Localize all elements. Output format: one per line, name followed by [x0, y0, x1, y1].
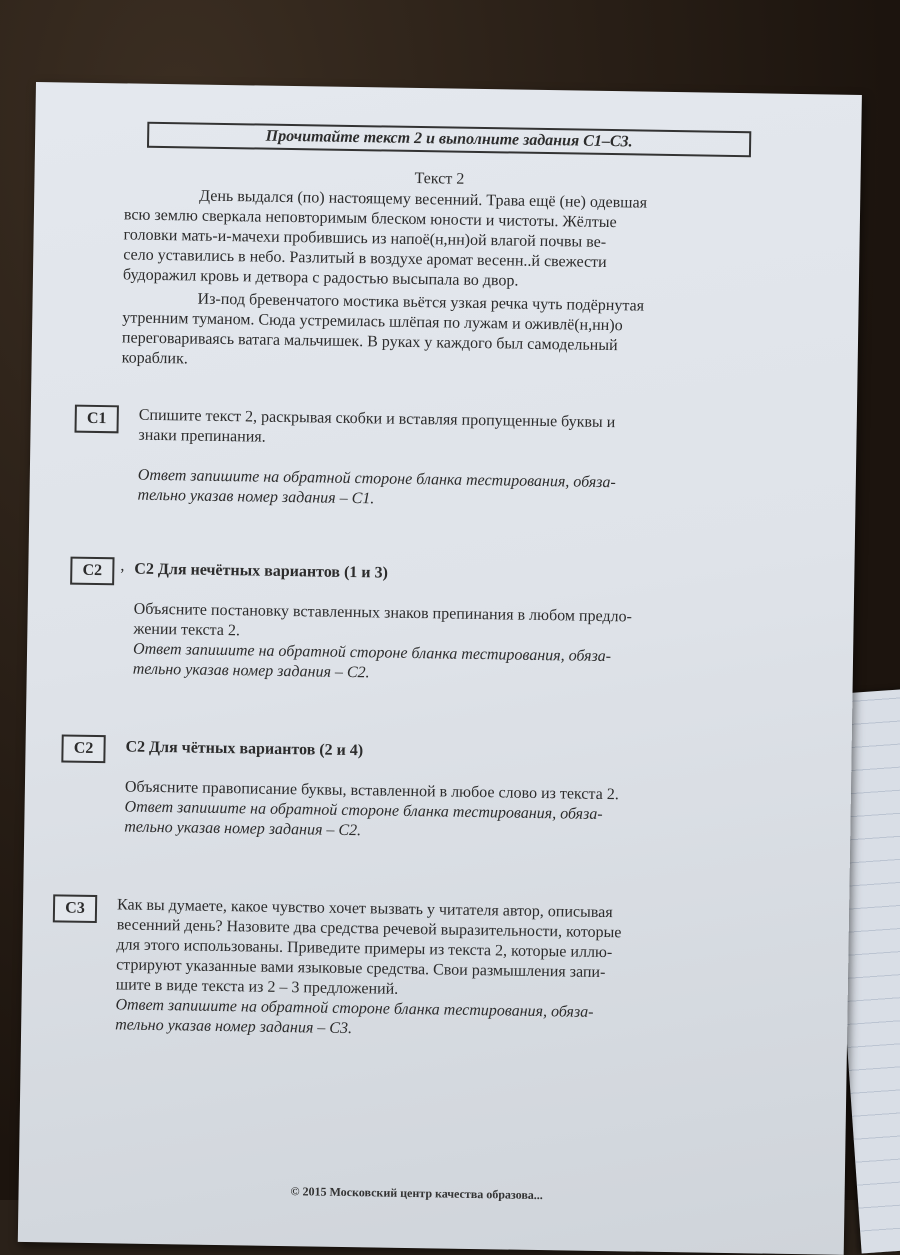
text-title: Текст 2	[414, 169, 465, 188]
text-line: село уставились в небо. Разлитый в воздухе аромат весенн..й свежести	[123, 246, 607, 271]
text-paragraph-1	[123, 185, 796, 296]
task-label-text: С1	[86, 409, 107, 428]
task-line: знаки препинания.	[138, 426, 266, 446]
task-c1	[137, 406, 617, 513]
task-label-c3	[53, 894, 97, 923]
task-label-c2-even	[61, 734, 105, 763]
answer-line: Ответ запишите на обратной стороне бланка тестирования, обяза-	[115, 996, 594, 1021]
task-line: Объясните постановку вставленных знаков препинания в любом предло-	[133, 600, 633, 626]
task-c2-even	[124, 737, 619, 845]
text-line: кораблик.	[121, 349, 188, 368]
text-line: День выдался (по) настоящему весенний. Трава ещё (не) одевшая	[199, 187, 648, 212]
text-paragraph-2	[122, 288, 795, 379]
footer-copyright: © 2015 Московский центр качества образова...	[290, 1184, 543, 1203]
text-line: Из-под бревенчатого мостика вьётся узкая речка чуть подёрнутая	[197, 290, 645, 315]
answer-line: Ответ запишите на обратной стороне бланка тестирования, обяза-	[137, 466, 616, 492]
task-line: Спишите текст 2, раскрывая скобки и вставляя пропущенные буквы и	[138, 406, 616, 432]
task-heading: С2 Для чётных вариантов (2 и 4)	[125, 738, 364, 760]
answer-line: тельно указав номер задания – С2.	[124, 818, 362, 840]
answer-line: Ответ запишите на обратной стороне бланка тестирования, обяза-	[124, 798, 603, 823]
text-line: всю землю сверкала неповторимым блеском юности и чистоты. Жёлтые	[123, 206, 617, 232]
text-line: будоражил кровь и детвора с радостью высыпала во двор.	[122, 266, 519, 290]
task-line: Объясните правописание буквы, вставленной в любое слово из текста 2.	[124, 778, 619, 804]
text-line: утренним туманом. Сюда устремилась шлёпая по лужам и оживлё(н,нн)о	[122, 309, 623, 335]
instruction-header	[147, 122, 751, 157]
answer-line: тельно указав номер задания – С2.	[132, 660, 370, 682]
answer-line: тельно указав номер задания – С3.	[115, 1016, 353, 1038]
answer-line: Ответ запишите на обратной стороне бланка тестирования, обяза-	[132, 640, 612, 666]
text-line: переговариваясь ватага мальчишек. В руках у каждого был самодельный	[121, 329, 618, 355]
task-line: Как вы думаете, какое чувство хочет вызвать у читателя автор, описывая	[116, 896, 613, 922]
task-line: весенний день? Назовите два средства речевой выразительности, которые	[116, 916, 622, 942]
task-line: для этого использованы. Приведите примеры из текста 2, которые иллю-	[116, 936, 613, 962]
task-heading: С2 Для нечётных вариантов (1 и 3)	[134, 560, 389, 582]
task-label-text: С2	[82, 561, 103, 580]
handwritten-tick: ,	[120, 557, 125, 575]
answer-line: тельно указав номер задания – С1.	[137, 486, 375, 508]
task-label-c2-odd	[70, 557, 114, 586]
instruction-title: Прочитайте текст 2 и выполните задания С1–С3.	[265, 127, 633, 151]
task-line: стрируют указанные вами языковые средства. Свои размышления запи-	[116, 956, 606, 982]
text-line: головки мать-и-мачехи пробившись из напоё(н,нн)ой влагой почвы ве-	[123, 226, 607, 251]
task-label-text: С3	[65, 899, 85, 917]
exam-sheet	[18, 82, 862, 1255]
task-line: шите в виде текста из 2 – 3 предложений.	[115, 976, 399, 998]
task-c3	[115, 895, 622, 1043]
task-label-c1	[74, 405, 118, 434]
task-line: жении текста 2.	[133, 620, 241, 640]
task-c2-odd	[133, 560, 633, 688]
task-label-text: С2	[73, 739, 94, 757]
